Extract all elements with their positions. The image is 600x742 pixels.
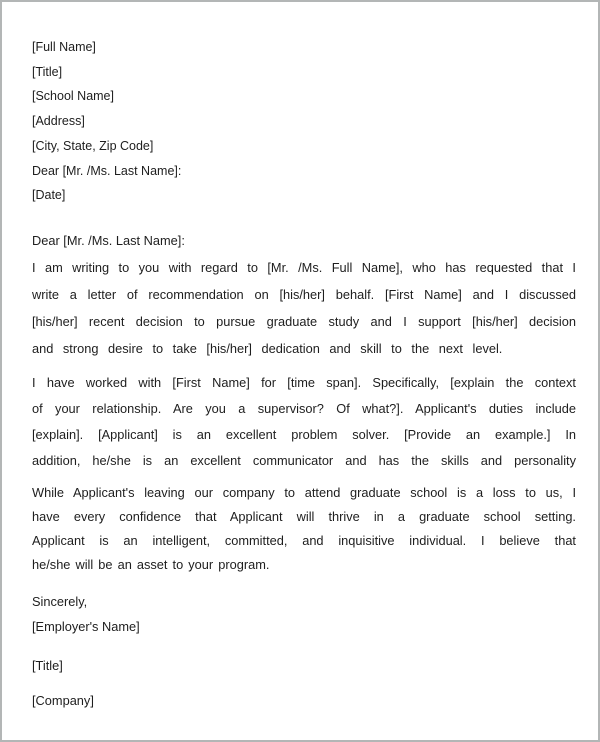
paragraph-line: I am writing to you with regard to [Mr. /Ms. Full Name], who has requested that I [32, 259, 576, 275]
paragraph-line: [his/her] recent decision to pursue graduate study and I support [his/her] decision [32, 313, 576, 329]
header-line-full-name: [Full Name] [32, 40, 96, 54]
paragraph-introduction [32, 254, 576, 362]
header-line-date: [Date] [32, 188, 66, 203]
paragraph-endorsement [32, 481, 576, 577]
header-line-address: [Address] [32, 114, 85, 129]
signature-employer-name: [Employer's Name] [32, 618, 140, 634]
paragraph-line: write a letter of recommendation on [his/her] behalf. [First Name] and I discussed [32, 286, 576, 302]
header-line-dear: Dear [Mr. /Ms. Last Name]: [32, 163, 182, 178]
header-line-city-state: [City, State, Zip Code] [32, 138, 154, 153]
signature-title: [Title] [32, 657, 63, 673]
paragraph-line: he/she will be an asset to your program. [32, 556, 270, 572]
paragraph-line: have every confidence that Applicant will thrive in a graduate school setting. [32, 508, 576, 524]
signature-company: [Company] [32, 692, 94, 708]
salutation: Dear [Mr. /Ms. Last Name]: [32, 232, 185, 248]
paragraph-line: While Applicant's leaving our company to attend graduate school is a loss to us, I [32, 484, 576, 500]
header-line-school: [School Name] [32, 89, 114, 104]
closing-block [32, 589, 576, 639]
paragraph-line: of your relationship. Are you a supervisor? Of what?]. Applicant's duties include [32, 400, 576, 416]
paragraph-line: I have worked with [First Name] for [time span]. Specifically, [explain the context [32, 374, 576, 390]
sender-address-block [32, 35, 576, 208]
paragraph-line: and strong desire to take [his/her] dedication and skill to the next level. [32, 340, 503, 356]
paragraph-relationship [32, 370, 576, 474]
paragraph-line: [explain]. [Applicant] is an excellent problem solver. [Provide an example.] In [32, 426, 576, 442]
paragraph-line: addition, he/she is an excellent communicator and has the skills and personality [32, 452, 576, 468]
header-line-title: [Title] [32, 64, 63, 79]
closing-sincerely: Sincerely, [32, 593, 88, 609]
paragraph-line: Applicant is an intelligent, committed, and inquisitive individual. I believe that [32, 532, 576, 548]
